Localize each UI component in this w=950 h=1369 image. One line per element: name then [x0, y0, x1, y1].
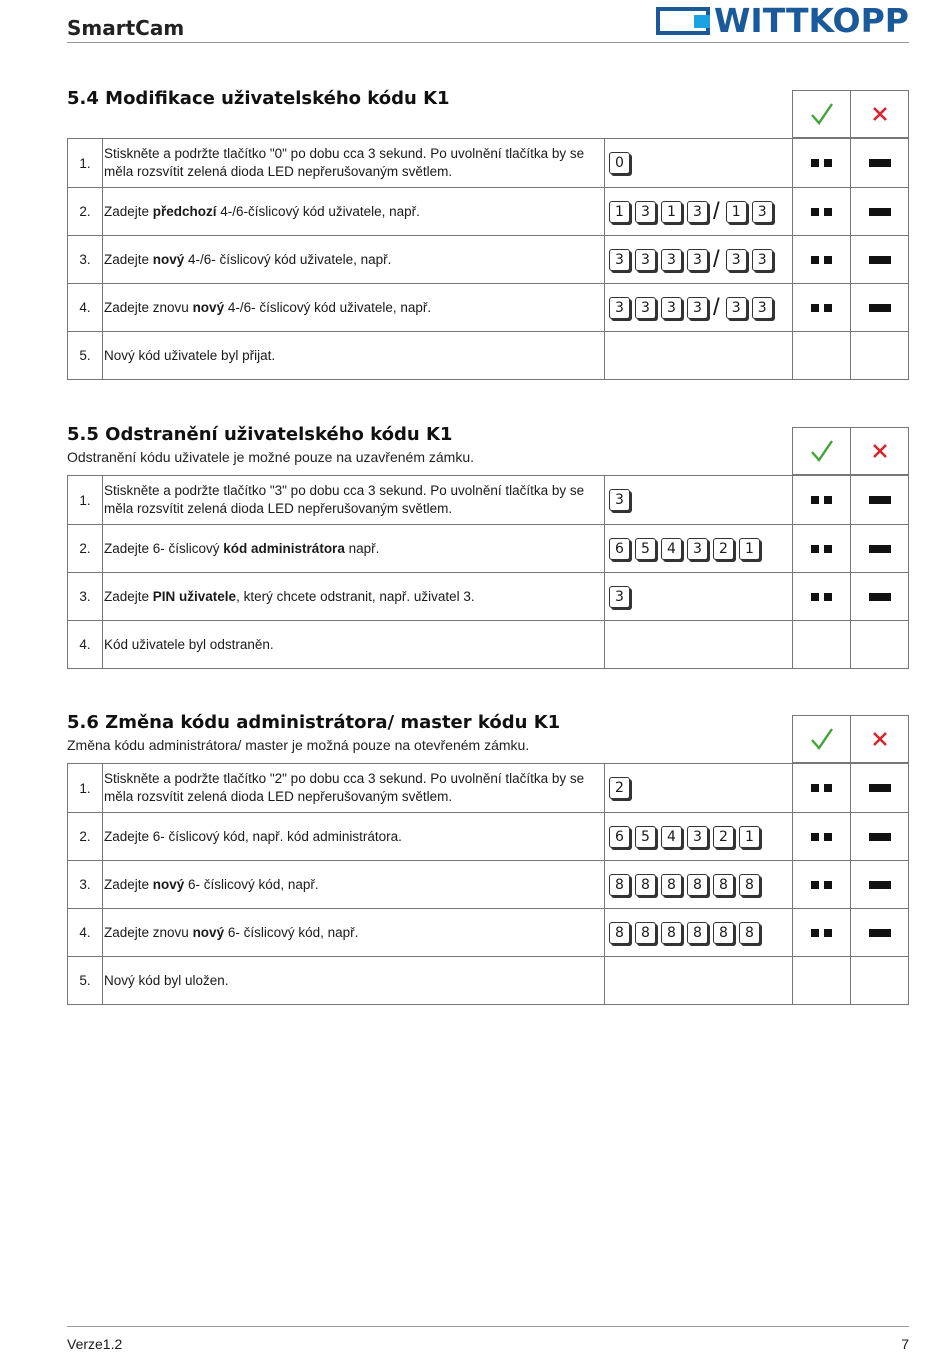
section-title: 5.6 Změna kódu administrátora/ master kódu K1	[67, 712, 561, 733]
table-row	[68, 331, 908, 379]
table-row	[68, 956, 908, 1004]
text-segment: Stiskněte a podržte tlačítko "0" po dobu cca 3 sekund. Po uvolnění tlačítka by se měla rozsvítit zelená dioda LED nepřerušovaným světlem.	[104, 146, 585, 179]
keypad-key: 8	[687, 922, 708, 944]
step-number: 5.	[68, 957, 103, 1004]
page-footer	[67, 1326, 909, 1352]
separator-slash: /	[713, 197, 720, 225]
long-beep-icon	[869, 593, 891, 601]
step-text	[103, 525, 605, 572]
ok-signal-cell	[793, 188, 851, 235]
step-text	[103, 476, 605, 524]
double-beep-icon	[811, 881, 832, 889]
keypad-key: 6	[609, 538, 630, 560]
result-header	[792, 427, 909, 475]
fail-signal-cell	[851, 813, 909, 860]
long-beep-icon	[869, 833, 891, 841]
fail-signal-cell	[851, 476, 909, 524]
keypad-key: 6	[609, 826, 630, 848]
keypad-key: 8	[739, 874, 760, 896]
emphasis-text: nový	[152, 251, 185, 267]
step-text	[103, 813, 605, 860]
text-segment: 6- číslicový kód, např.	[184, 876, 319, 892]
double-beep-icon	[811, 929, 832, 937]
text-segment: Nový kód byl uložen.	[104, 972, 229, 988]
keypad-key: 3	[687, 538, 708, 560]
keypad-key: 4	[661, 538, 682, 560]
keypad-key: 3	[661, 249, 682, 271]
step-text	[103, 621, 605, 668]
keypad-key: 3	[726, 249, 747, 271]
step-text	[103, 909, 605, 956]
ok-signal-cell	[793, 764, 851, 812]
double-beep-icon	[811, 256, 832, 264]
keypad-key: 1	[739, 826, 760, 848]
double-beep-icon	[811, 833, 832, 841]
emphasis-text: PIN uživatele	[152, 588, 237, 604]
text-segment: 4-/6- číslicový kód uživatele, např.	[184, 251, 392, 267]
keypad-key: 3	[609, 489, 630, 511]
double-beep-icon	[811, 545, 832, 553]
key-sequence	[605, 909, 793, 956]
keypad-key: 3	[635, 297, 656, 319]
text-segment: Zadejte znovu	[104, 924, 193, 940]
step-number: 2.	[68, 813, 103, 860]
emphasis-text: předchozí	[152, 203, 217, 219]
keypad-key: 8	[635, 874, 656, 896]
text-segment: Zadejte	[104, 588, 153, 604]
keypad-key: 8	[609, 874, 630, 896]
step-text	[103, 573, 605, 620]
double-beep-icon	[811, 208, 832, 216]
keypad-key: 3	[609, 586, 630, 608]
emphasis-text: nový	[192, 924, 225, 940]
step-number: 1.	[68, 139, 103, 187]
keypad-key: 8	[635, 922, 656, 944]
table-row	[68, 860, 908, 908]
fail-signal-cell	[851, 909, 909, 956]
text-segment: Zadejte 6- číslicový	[104, 540, 224, 556]
step-number: 1.	[68, 476, 103, 524]
step-number: 3.	[68, 236, 103, 283]
cross-icon	[871, 105, 889, 123]
step-text	[103, 861, 605, 908]
logo-mark-icon	[656, 7, 710, 35]
key-sequence	[605, 332, 793, 379]
steps-table	[67, 475, 909, 669]
table-row	[68, 235, 908, 283]
fail-signal-cell	[851, 236, 909, 283]
step-number: 4.	[68, 284, 103, 331]
step-text	[103, 188, 605, 235]
step-number: 3.	[68, 861, 103, 908]
fail-signal-cell	[851, 621, 909, 668]
text-segment: Zadejte	[104, 251, 153, 267]
ok-signal-cell	[793, 284, 851, 331]
table-row	[68, 187, 908, 235]
long-beep-icon	[869, 545, 891, 553]
check-icon	[810, 439, 834, 463]
page-number: 7	[901, 1336, 909, 1352]
table-row	[68, 812, 908, 860]
brand-title: SmartCam	[67, 16, 185, 40]
long-beep-icon	[869, 881, 891, 889]
fail-signal-cell	[851, 573, 909, 620]
key-sequence	[605, 573, 793, 620]
ok-signal-cell	[793, 957, 851, 1004]
keypad-key: 2	[713, 538, 734, 560]
key-sequence	[605, 188, 793, 235]
long-beep-icon	[869, 256, 891, 264]
keypad-key: 3	[752, 249, 773, 271]
step-text	[103, 139, 605, 187]
keypad-key: 2	[713, 826, 734, 848]
table-row	[68, 524, 908, 572]
key-sequence	[605, 861, 793, 908]
fail-column-header	[850, 716, 908, 762]
step-text	[103, 236, 605, 283]
keypad-key: 8	[661, 874, 682, 896]
check-icon	[810, 727, 834, 751]
double-beep-icon	[811, 496, 832, 504]
fail-signal-cell	[851, 188, 909, 235]
ok-signal-cell	[793, 332, 851, 379]
table-row	[68, 572, 908, 620]
ok-signal-cell	[793, 236, 851, 283]
step-number: 4.	[68, 909, 103, 956]
keypad-key: 3	[726, 297, 747, 319]
ok-signal-cell	[793, 139, 851, 187]
keypad-key: 8	[713, 874, 734, 896]
long-beep-icon	[869, 159, 891, 167]
steps-table	[67, 138, 909, 380]
ok-signal-cell	[793, 861, 851, 908]
double-beep-icon	[811, 304, 832, 312]
text-segment: , který chcete odstranit, např. uživatel 3.	[236, 588, 475, 604]
cross-icon	[871, 730, 889, 748]
fail-signal-cell	[851, 861, 909, 908]
result-header	[792, 715, 909, 763]
fail-column-header	[850, 91, 908, 137]
key-sequence	[605, 621, 793, 668]
fail-signal-cell	[851, 957, 909, 1004]
fail-signal-cell	[851, 284, 909, 331]
page-header	[67, 0, 909, 43]
step-number: 5.	[68, 332, 103, 379]
keypad-key: 5	[635, 826, 656, 848]
ok-signal-cell	[793, 573, 851, 620]
section-title: 5.4 Modifikace uživatelského kódu K1	[67, 88, 450, 109]
key-sequence	[605, 476, 793, 524]
long-beep-icon	[869, 784, 891, 792]
ok-signal-cell	[793, 909, 851, 956]
key-sequence	[605, 764, 793, 812]
step-text	[103, 764, 605, 812]
key-sequence	[605, 525, 793, 572]
key-sequence	[605, 813, 793, 860]
text-segment: Zadejte	[104, 203, 153, 219]
keypad-key: 2	[609, 777, 630, 799]
long-beep-icon	[869, 304, 891, 312]
ok-column-header	[793, 91, 850, 137]
result-header	[792, 90, 909, 138]
fail-column-header	[850, 428, 908, 474]
table-row	[68, 620, 908, 668]
text-segment: Zadejte 6- číslicový kód, např. kód administrátora.	[104, 828, 402, 844]
table-row	[68, 764, 908, 812]
keypad-key: 3	[661, 297, 682, 319]
ok-column-header	[793, 716, 850, 762]
step-number: 2.	[68, 525, 103, 572]
separator-slash: /	[713, 293, 720, 321]
wittkopp-logo	[656, 3, 909, 39]
ok-signal-cell	[793, 476, 851, 524]
ok-column-header	[793, 428, 850, 474]
steps-table	[67, 763, 909, 1005]
table-row	[68, 908, 908, 956]
step-number: 3.	[68, 573, 103, 620]
keypad-key: 3	[687, 297, 708, 319]
keypad-key: 4	[661, 826, 682, 848]
text-segment: 4-/6-číslicový kód uživatele, např.	[216, 203, 420, 219]
keypad-key: 5	[635, 538, 656, 560]
section-subtitle: Odstranění kódu uživatele je možné pouze na uzavřeném zámku.	[67, 449, 475, 465]
text-segment: Stiskněte a podržte tlačítko "2" po dobu cca 3 sekund. Po uvolnění tlačítka by se měla rozsvítit zelená dioda LED nepřerušovaným světlem.	[104, 771, 585, 804]
section-title: 5.5 Odstranění uživatelského kódu K1	[67, 424, 453, 445]
text-segment: Zadejte	[104, 876, 153, 892]
section-subtitle: Změna kódu administrátora/ master je možná pouze na otevřeném zámku.	[67, 737, 530, 753]
fail-signal-cell	[851, 525, 909, 572]
double-beep-icon	[811, 593, 832, 601]
keypad-key: 8	[687, 874, 708, 896]
key-sequence	[605, 236, 793, 283]
long-beep-icon	[869, 929, 891, 937]
step-text	[103, 332, 605, 379]
keypad-key: 1	[609, 201, 630, 223]
separator-slash: /	[713, 245, 720, 273]
text-segment: Nový kód uživatele byl přijat.	[104, 347, 276, 363]
keypad-key: 3	[635, 201, 656, 223]
keypad-key: 8	[609, 922, 630, 944]
step-number: 1.	[68, 764, 103, 812]
double-beep-icon	[811, 784, 832, 792]
ok-signal-cell	[793, 525, 851, 572]
keypad-key: 8	[713, 922, 734, 944]
keypad-key: 8	[661, 922, 682, 944]
long-beep-icon	[869, 208, 891, 216]
key-sequence	[605, 284, 793, 331]
ok-signal-cell	[793, 621, 851, 668]
cross-icon	[871, 442, 889, 460]
step-text	[103, 957, 605, 1004]
text-segment: Kód uživatele byl odstraněn.	[104, 636, 274, 652]
keypad-key: 0	[609, 152, 630, 174]
keypad-key: 3	[687, 249, 708, 271]
keypad-key: 3	[752, 297, 773, 319]
keypad-key: 3	[609, 249, 630, 271]
text-segment: např.	[344, 540, 380, 556]
keypad-key: 1	[661, 201, 682, 223]
step-number: 4.	[68, 621, 103, 668]
fail-signal-cell	[851, 332, 909, 379]
text-segment: Zadejte znovu	[104, 299, 193, 315]
table-row	[68, 476, 908, 524]
keypad-key: 3	[687, 826, 708, 848]
emphasis-text: nový	[192, 299, 225, 315]
key-sequence	[605, 139, 793, 187]
double-beep-icon	[811, 159, 832, 167]
keypad-key: 3	[635, 249, 656, 271]
emphasis-text: kód administrátora	[223, 540, 345, 556]
table-row	[68, 139, 908, 187]
text-segment: 4-/6- číslicový kód uživatele, např.	[224, 299, 432, 315]
logo-text: WITTKOPP	[714, 1, 909, 40]
keypad-key: 3	[687, 201, 708, 223]
emphasis-text: nový	[152, 876, 185, 892]
ok-signal-cell	[793, 813, 851, 860]
check-icon	[810, 102, 834, 126]
step-number: 2.	[68, 188, 103, 235]
table-row	[68, 283, 908, 331]
long-beep-icon	[869, 496, 891, 504]
keypad-key: 3	[752, 201, 773, 223]
keypad-key: 1	[739, 538, 760, 560]
key-sequence	[605, 957, 793, 1004]
keypad-key: 3	[609, 297, 630, 319]
fail-signal-cell	[851, 139, 909, 187]
step-text	[103, 284, 605, 331]
keypad-key: 1	[726, 201, 747, 223]
version-label: Verze1.2	[67, 1336, 123, 1352]
text-segment: Stiskněte a podržte tlačítko "3" po dobu cca 3 sekund. Po uvolnění tlačítka by se měla rozsvítit zelená dioda LED nepřerušovaným světlem.	[104, 483, 585, 516]
fail-signal-cell	[851, 764, 909, 812]
keypad-key: 8	[739, 922, 760, 944]
text-segment: 6- číslicový kód, např.	[224, 924, 359, 940]
